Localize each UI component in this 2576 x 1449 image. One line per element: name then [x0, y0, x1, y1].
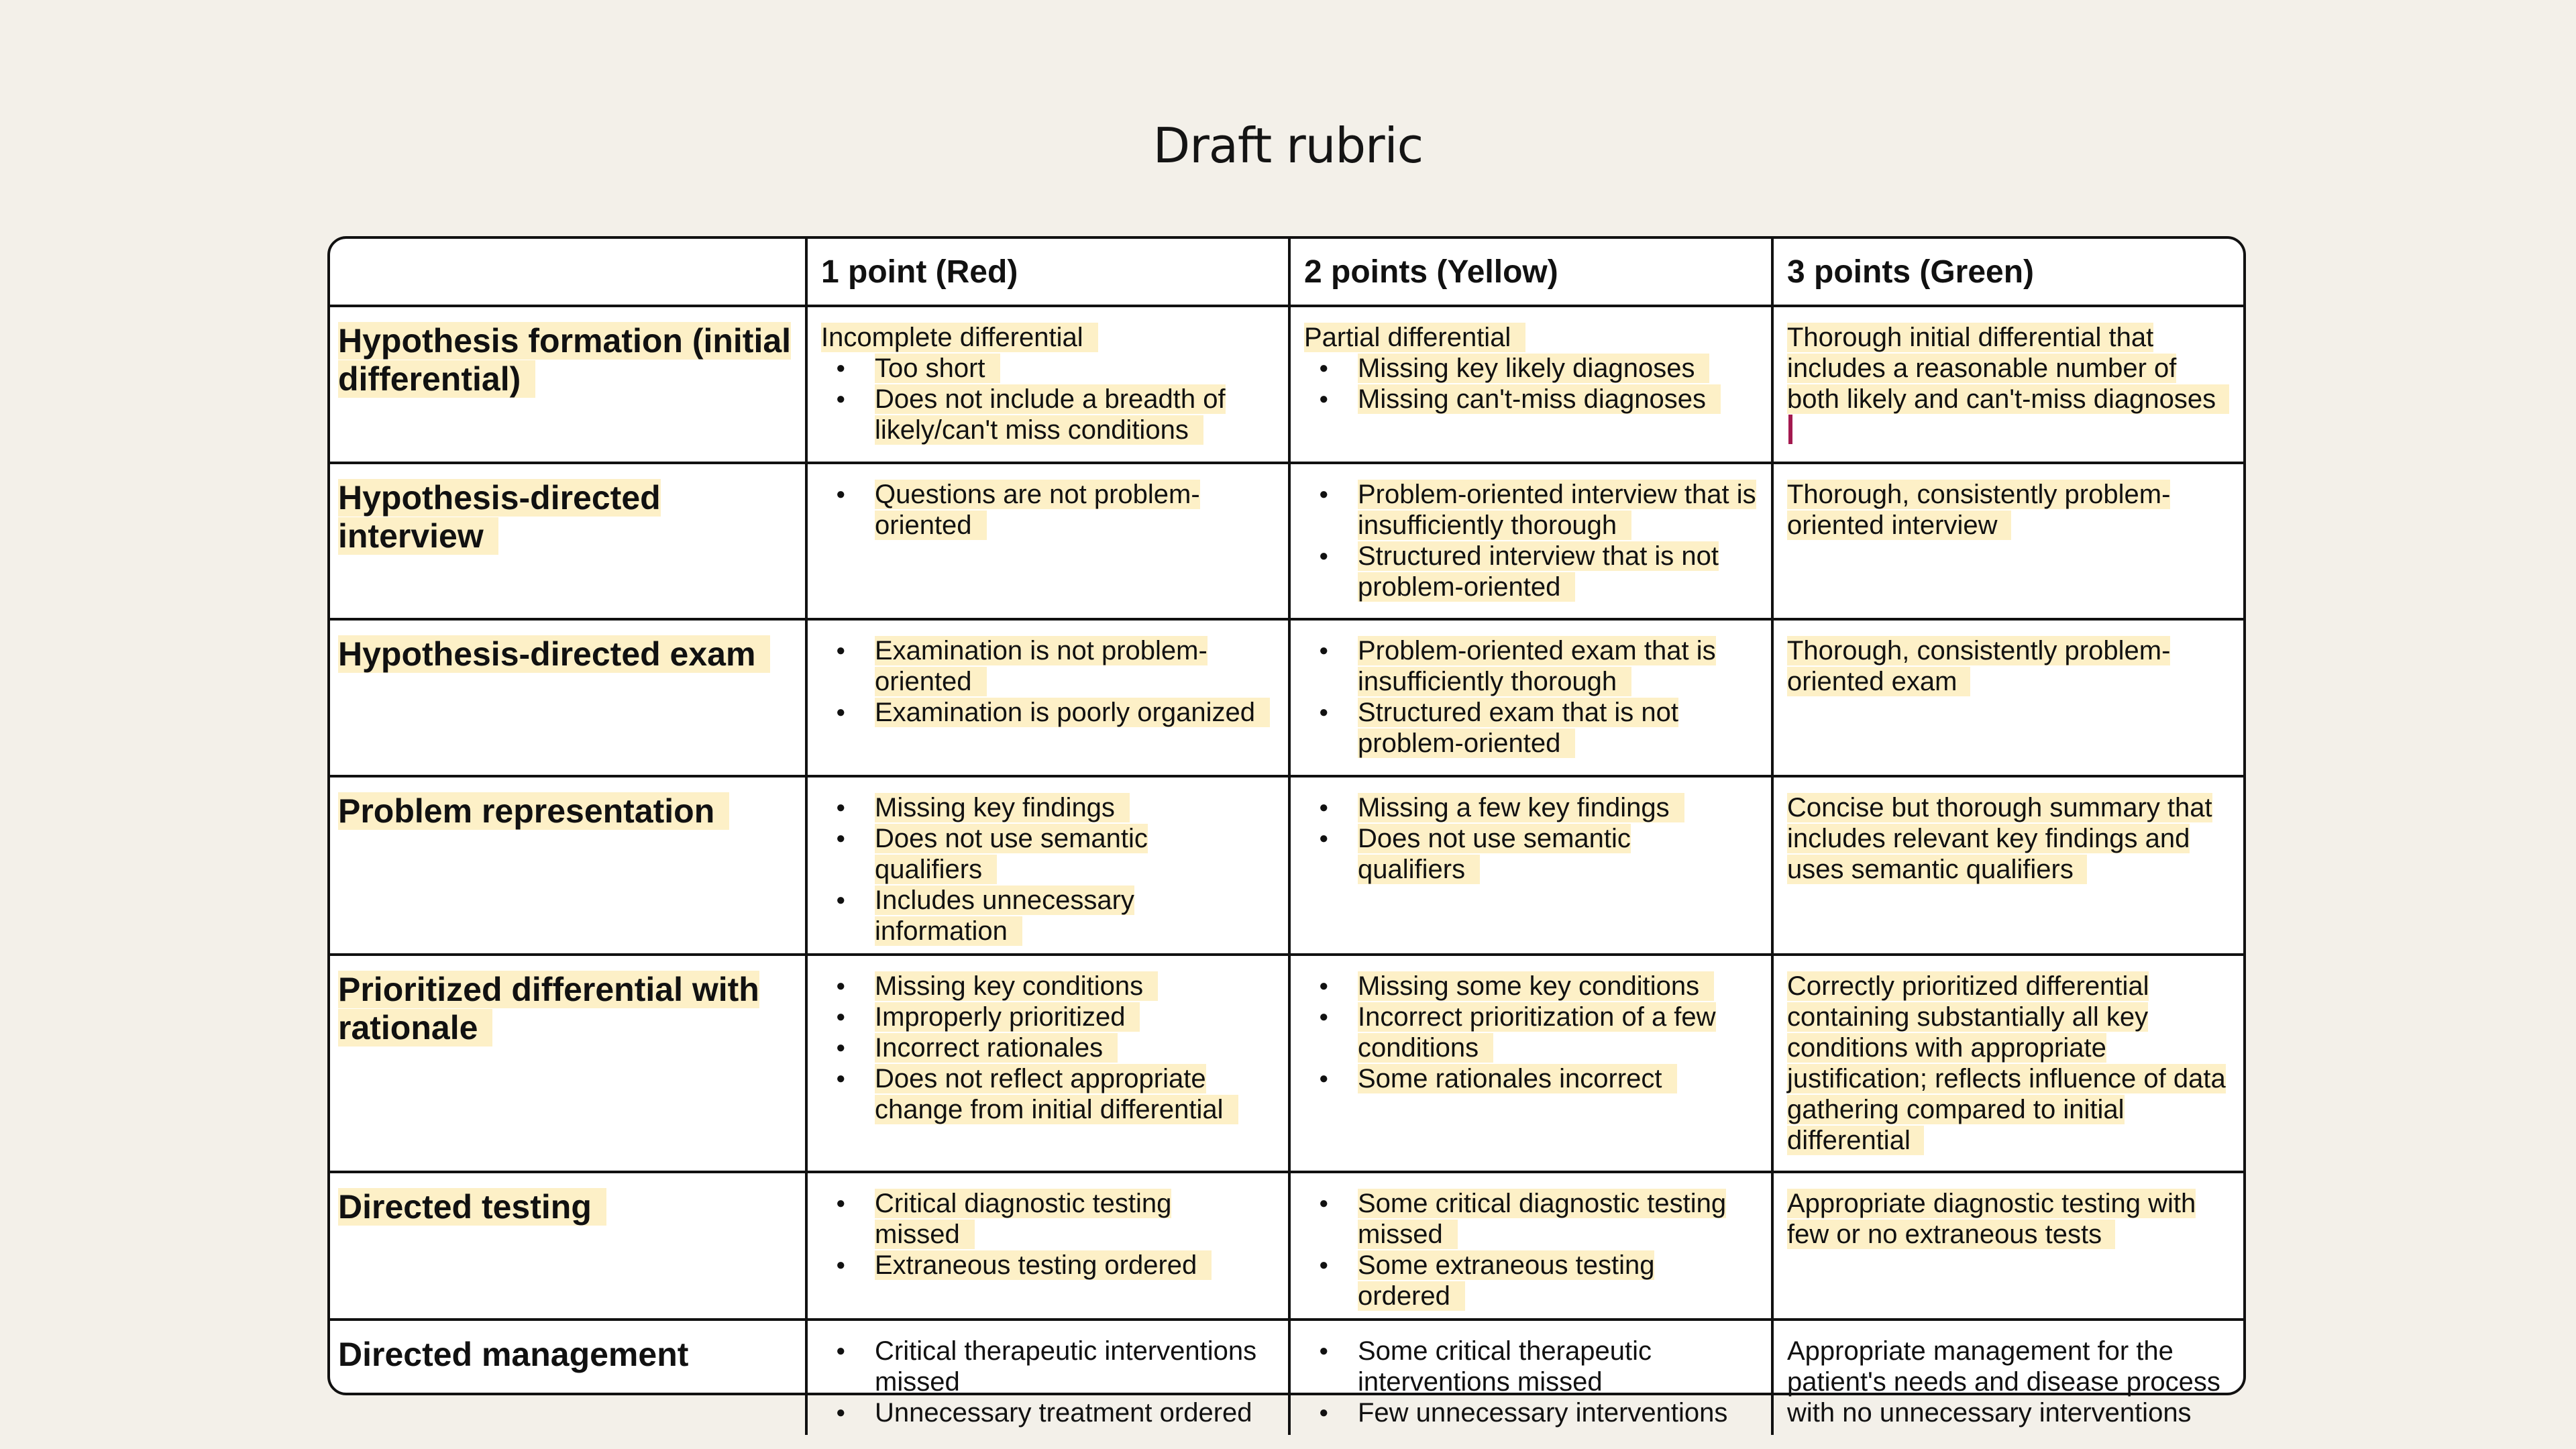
table-row [330, 619, 2243, 776]
list-item: ● Missing key likely diagnoses [1304, 353, 1758, 384]
table-row [330, 306, 2243, 463]
green-cell [1772, 955, 2243, 1172]
list-item: ● Missing a few key findings [1304, 792, 1758, 823]
header-green: 3 points (Green) [1772, 239, 2243, 306]
yellow-cell [1289, 306, 1772, 463]
list-item: ● Examination is not problem-oriented [821, 635, 1275, 697]
list-item: ● Missing some key conditions [1304, 971, 1758, 1002]
header-yellow: 2 points (Yellow) [1289, 239, 1772, 306]
list-item: ● Structured interview that is not problem-oriented [1304, 541, 1758, 602]
criterion-label: Prioritized differential with rationale [338, 971, 759, 1046]
yellow-cell [1289, 1172, 1772, 1320]
green-cell[interactable] [1772, 306, 2243, 463]
cell-intro: Incomplete differential [821, 323, 1098, 352]
criterion-cell [330, 955, 806, 1172]
red-cell [806, 955, 1289, 1172]
list-item: ● Some rationales incorrect [1304, 1063, 1758, 1094]
list-item: ● Critical therapeutic interventions missed [821, 1336, 1275, 1397]
cell-intro: Partial differential [1304, 323, 1525, 352]
cell-text: Concise but thorough summary that includes relevant key findings and uses semantic qualifiers [1787, 793, 2212, 884]
list-item: ● Too short [821, 353, 1275, 384]
red-cell [806, 306, 1289, 463]
list-item: ● Missing can't-miss diagnoses [1304, 384, 1758, 415]
yellow-cell [1289, 463, 1772, 619]
red-cell [806, 463, 1289, 619]
green-cell [1772, 776, 2243, 955]
green-cell [1772, 1320, 2243, 1435]
text-cursor [1788, 415, 1792, 444]
header-red: 1 point (Red) [806, 239, 1289, 306]
list-item: ● Examination is poorly organized [821, 697, 1275, 728]
list-item: ● Missing key findings [821, 792, 1275, 823]
list-item: ● Some critical diagnostic testing missed [1304, 1188, 1758, 1250]
cell-text: Thorough, consistently problem-oriented exam [1787, 636, 2171, 696]
table-row [330, 955, 2243, 1172]
criterion-label: Directed testing [338, 1188, 606, 1226]
criterion-cell [330, 1320, 806, 1435]
list-item: ● Some critical therapeutic interventions missed [1304, 1336, 1758, 1397]
header-row [330, 239, 2243, 306]
criterion-label: Hypothesis formation (initial differential) [338, 322, 792, 398]
list-item: ● Does not reflect appropriate change from initial differential [821, 1063, 1275, 1125]
list-item: ● Includes unnecessary information [821, 885, 1275, 947]
yellow-cell [1289, 619, 1772, 776]
list-item: ● Few unnecessary interventions [1304, 1397, 1758, 1428]
cell-text: Correctly prioritized differential containing substantially all key conditions with appropriate justification; reflects influence of data gathering compared to initial differential [1787, 971, 2226, 1155]
yellow-cell [1289, 955, 1772, 1172]
list-item: ● Critical diagnostic testing missed [821, 1188, 1275, 1250]
list-item: ● Structured exam that is not problem-oriented [1304, 697, 1758, 759]
criterion-label: Hypothesis-directed exam [338, 635, 770, 673]
list-item: ● Does not include a breadth of likely/can't miss conditions [821, 384, 1275, 445]
list-item: ● Does not use semantic qualifiers [1304, 823, 1758, 885]
yellow-cell [1289, 1320, 1772, 1435]
rubric-table [327, 236, 2246, 1428]
criterion-cell [330, 619, 806, 776]
list-item: ● Incorrect rationales [821, 1032, 1275, 1063]
cell-text: Appropriate diagnostic testing with few or no extraneous tests [1787, 1189, 2196, 1249]
list-item: ● Improperly prioritized [821, 1002, 1275, 1032]
red-cell [806, 1320, 1289, 1435]
list-item: ● Unnecessary treatment ordered [821, 1397, 1275, 1428]
red-cell [806, 776, 1289, 955]
list-item: ● Some extraneous testing ordered [1304, 1250, 1758, 1311]
criterion-label: Problem representation [338, 792, 729, 830]
page-title: Draft rubric [1152, 117, 1424, 174]
red-cell [806, 619, 1289, 776]
green-cell [1772, 619, 2243, 776]
criterion-cell [330, 306, 806, 463]
list-item: ● Problem-oriented interview that is insufficiently thorough [1304, 479, 1758, 541]
table-row [330, 1320, 2243, 1435]
table-row [330, 1172, 2243, 1320]
list-item: ● Extraneous testing ordered [821, 1250, 1275, 1281]
criterion-cell [330, 776, 806, 955]
list-item: ● Missing key conditions [821, 971, 1275, 1002]
list-item: ● Incorrect prioritization of a few conditions [1304, 1002, 1758, 1063]
green-cell [1772, 463, 2243, 619]
yellow-cell [1289, 776, 1772, 955]
list-item: ● Questions are not problem-oriented [821, 479, 1275, 541]
criterion-label: Hypothesis-directed interview [338, 479, 661, 555]
list-item: ● Problem-oriented exam that is insufficiently thorough [1304, 635, 1758, 697]
criterion-label: Directed management [338, 1336, 689, 1373]
cell-text: Thorough initial differential that includes a reasonable number of both likely and can't-miss diagnoses [1787, 323, 2229, 414]
list-item: ● Does not use semantic qualifiers [821, 823, 1275, 885]
cell-text: Appropriate management for the patient's needs and disease process with no unnecessary interventions [1787, 1336, 2220, 1428]
criterion-cell [330, 463, 806, 619]
cell-text: Thorough, consistently problem-oriented interview [1787, 480, 2171, 540]
red-cell [806, 1172, 1289, 1320]
table-row [330, 463, 2243, 619]
header-criterion [330, 239, 806, 306]
criterion-cell [330, 1172, 806, 1320]
green-cell [1772, 1172, 2243, 1320]
table-row [330, 776, 2243, 955]
